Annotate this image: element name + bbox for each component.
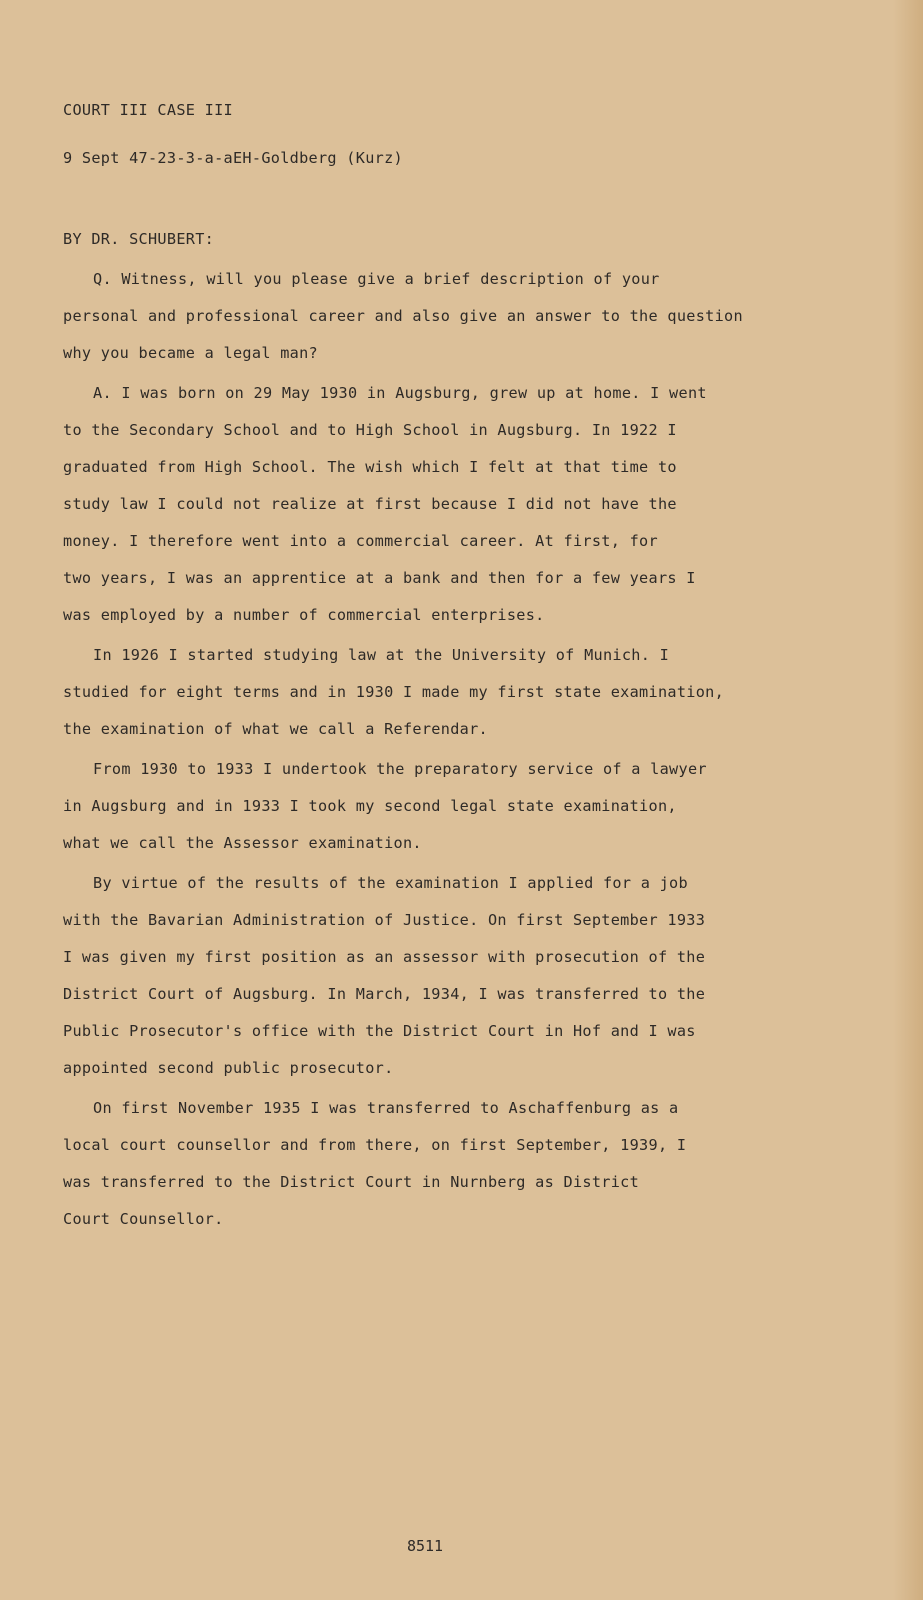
transcript-line: In 1926 I started studying law at the University of Munich. I <box>93 646 670 664</box>
transcript-line: studied for eight terms and in 1930 I made my first state examination, <box>63 683 725 701</box>
transcript-line: A. I was born on 29 May 1930 in Augsburg, grew up at home. I went <box>93 384 707 402</box>
transcript-line: the examination of what we call a Referendar. <box>63 720 488 738</box>
session-line: 9 Sept 47-23-3-a-aEH-Goldberg (Kurz) <box>63 149 403 167</box>
transcript-line: District Court of Augsburg. In March, 1934, I was transferred to the <box>63 985 706 1003</box>
transcript-line: personal and professional career and also give an answer to the question <box>63 307 743 325</box>
transcript-line: Court Counsellor. <box>63 1210 224 1228</box>
transcript-line: By virtue of the results of the examination I applied for a job <box>93 874 688 892</box>
transcript-line: was employed by a number of commercial enterprises. <box>63 606 545 624</box>
transcript-line: in Augsburg and in 1933 I took my second legal state examination, <box>63 797 677 815</box>
transcript-line: with the Bavarian Administration of Justice. On first September 1933 <box>63 911 706 929</box>
transcript-line: I was given my first position as an assessor with prosecution of the <box>63 948 706 966</box>
transcript-line: appointed second public prosecutor. <box>63 1059 394 1077</box>
page-number: 8511 <box>406 1537 444 1555</box>
transcript-line: On first November 1935 I was transferred to Aschaffenburg as a <box>93 1099 679 1117</box>
court-case-header: COURT III CASE III <box>63 101 233 119</box>
transcript-line: graduated from High School. The wish which I felt at that time to <box>63 458 677 476</box>
transcript-line: money. I therefore went into a commercial career. At first, for <box>63 532 658 550</box>
transcript-line: From 1930 to 1933 I undertook the preparatory service of a lawyer <box>93 760 707 778</box>
transcript-line: Public Prosecutor's office with the District Court in Hof and I was <box>63 1022 696 1040</box>
transcript-line: was transferred to the District Court in Nurnberg as District <box>63 1173 640 1191</box>
transcript-line: what we call the Assessor examination. <box>63 834 422 852</box>
transcript-line: study law I could not realize at first because I did not have the <box>63 495 677 513</box>
transcript-line: two years, I was an apprentice at a bank and then for a few years I <box>63 569 696 587</box>
transcript-line: local court counsellor and from there, on first September, 1939, I <box>63 1136 687 1154</box>
transcript-line: why you became a legal man? <box>63 344 318 362</box>
transcript-line: Q. Witness, will you please give a brief description of your <box>93 270 660 288</box>
transcript-line: to the Secondary School and to High School in Augsburg. In 1922 I <box>63 421 677 439</box>
examiner-byline: BY DR. SCHUBERT: <box>63 230 215 248</box>
page-edge-shadow <box>893 0 923 1600</box>
